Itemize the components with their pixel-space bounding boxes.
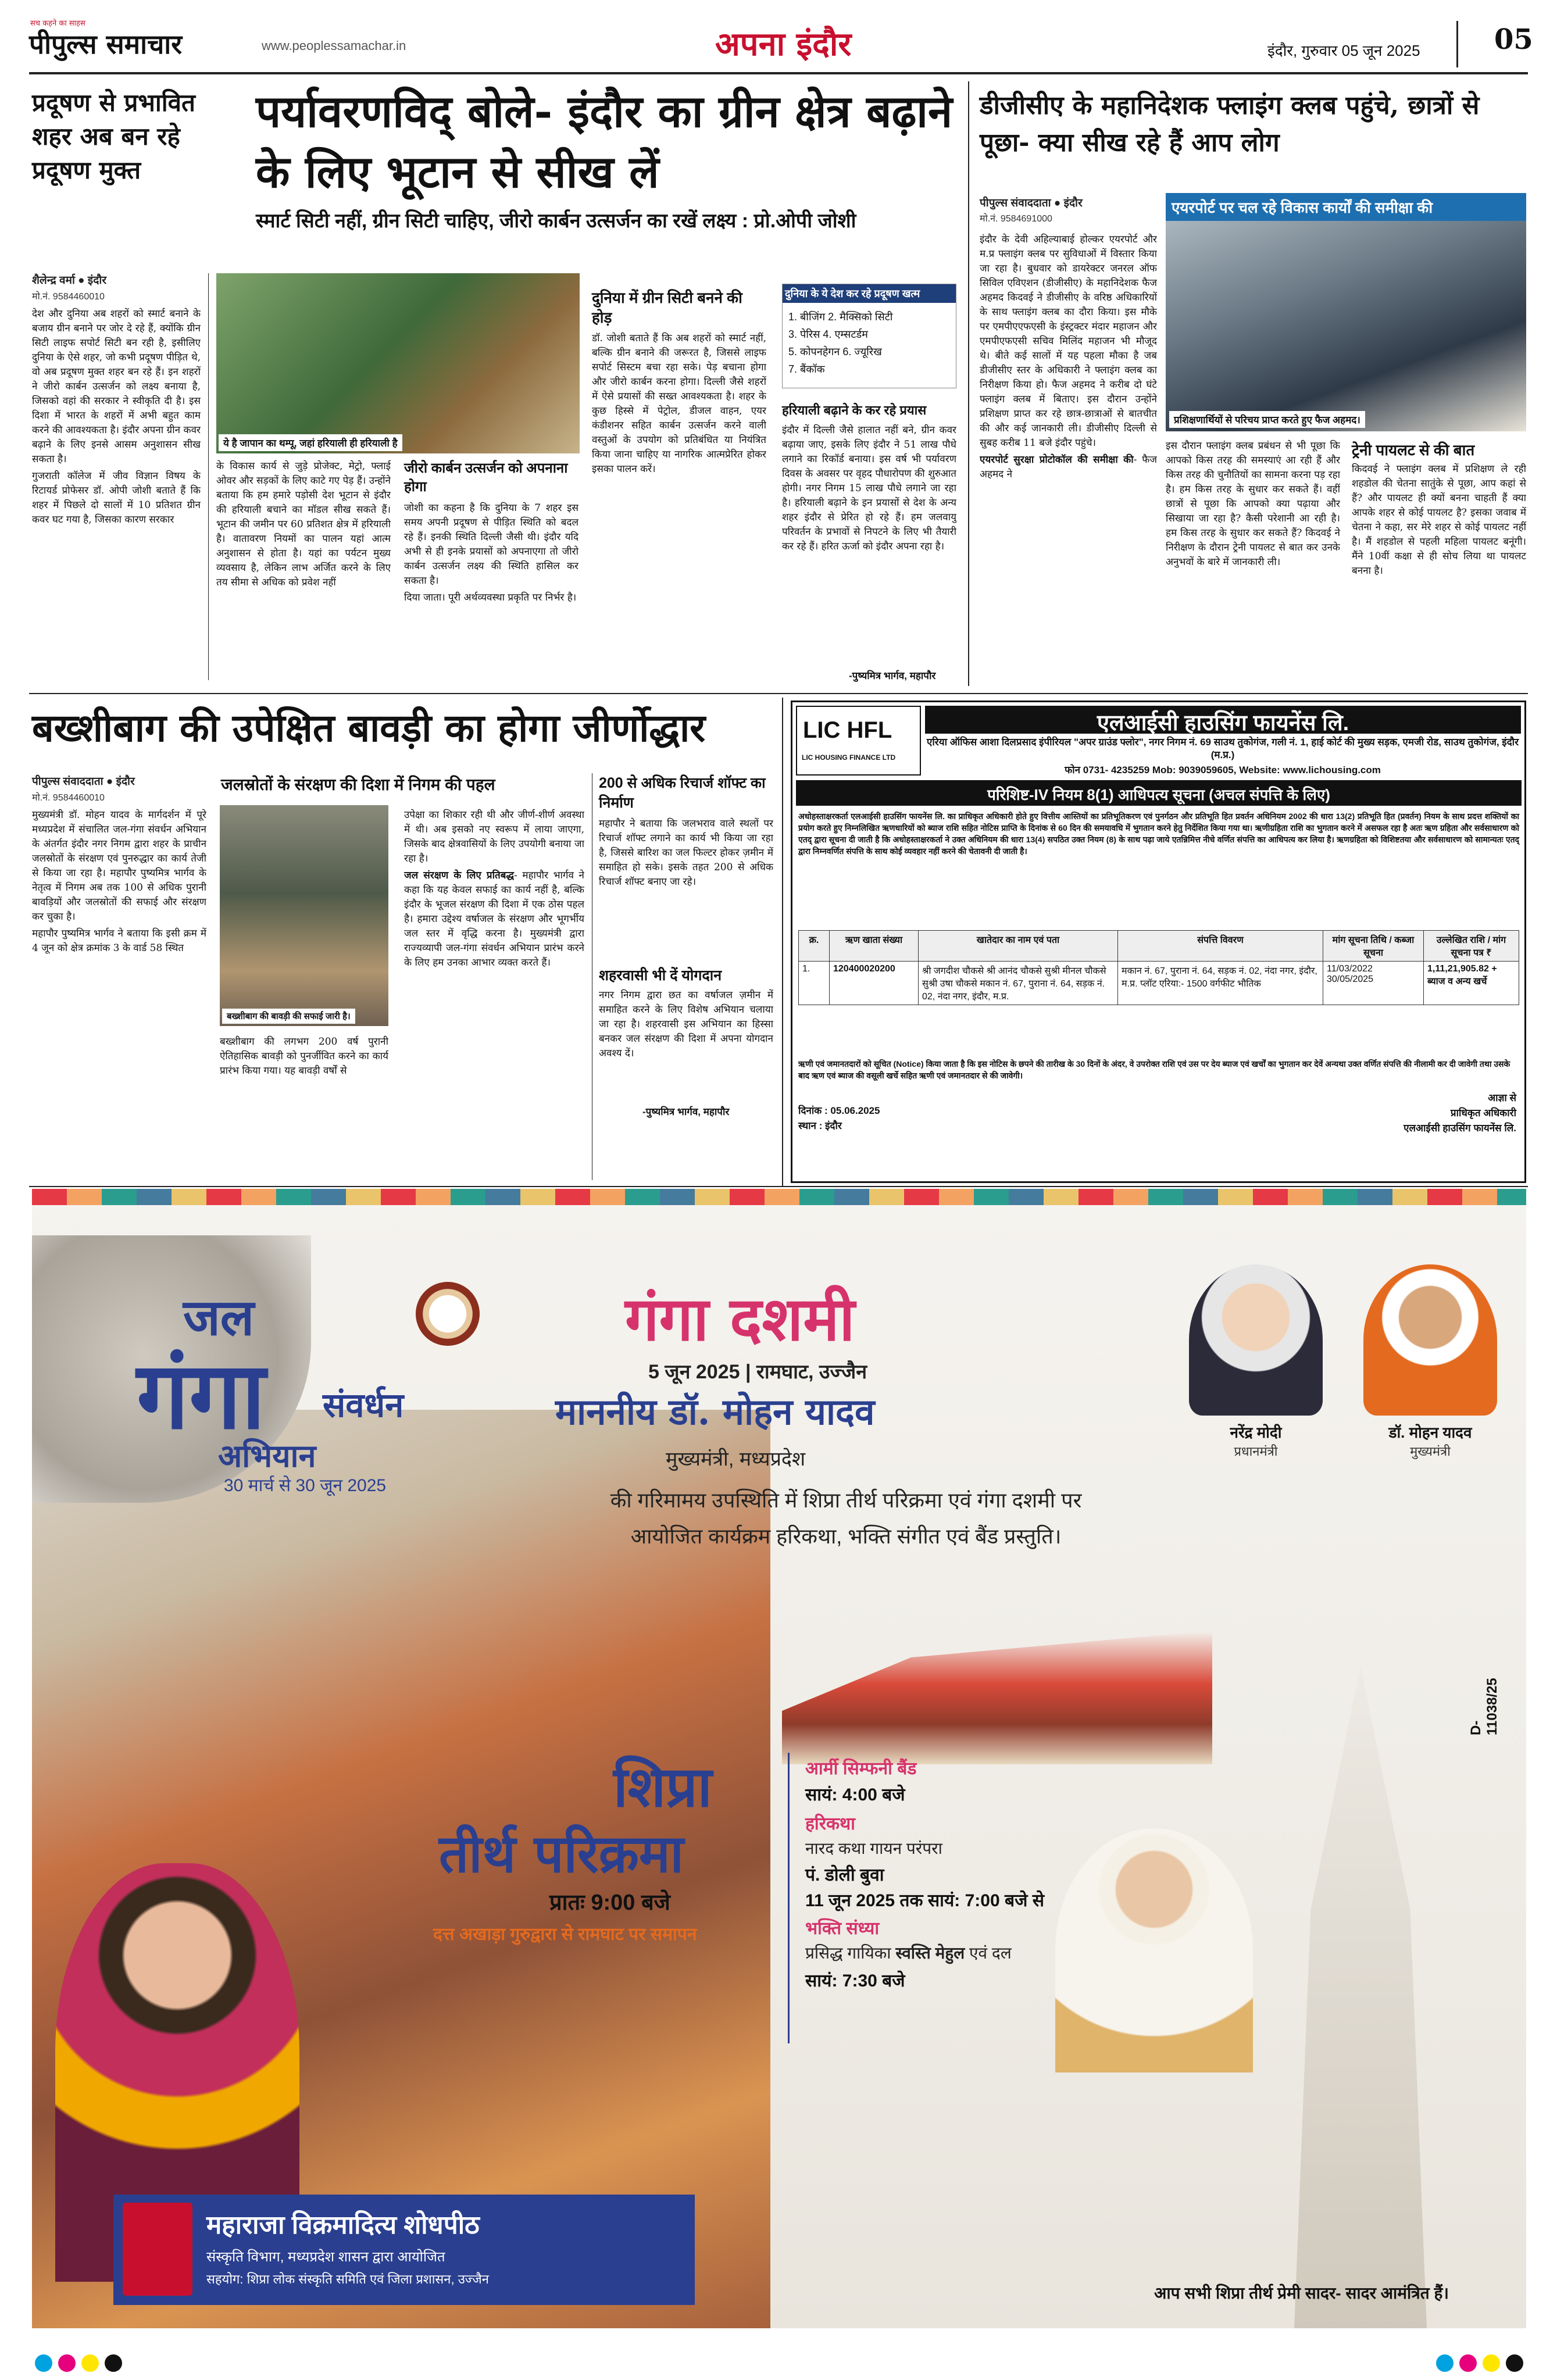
lic-sign-2: प्राधिकृत अधिकारी <box>1450 1107 1516 1118</box>
bawdi-col4-text: महापौर ने बताया कि जलभराव वाले स्थलों पर रिचार्ज शॉफ्ट लगाने का कार्य भी किया जा रहा है, जिससे बारिश का जल फिल्टर होकर ज़मीन में समाहित हो सके। इसके तहत 200 से अधिक रिचार्ज शॉफ्ट बनाए जा रहे। <box>599 818 773 888</box>
bawdi-col4b-text: नगर निगम द्वारा छत का वर्षाजल ज़मीन में समाहित करने के लिए विशेष अभियान चलाया जा रहा है। शहरवासी इस अभियान का हिस्सा बनकर जल संरक्षण की दिशा में अपना योगदान अवश्य दें। <box>599 989 773 1059</box>
dgca-col2 <box>1166 439 1340 683</box>
ad-code: D-11038/25 <box>1468 1678 1500 1735</box>
main-col2-text: के विकास कार्य से जुड़े प्रोजेक्ट, मेट्रो, फ्लाई ओवर और सड़कों के लिए काटे गए पेड़ हैं। उन्होंने बताया कि हम हमारे पड़ोसी देश भूटान से इंदौर की हरियाली बचाने का मॉडल सीख सकते हैं। भूटान की जमीन पर 60 प्रतिशत क्षेत्र में हरियाली है। वातावरण नियमों का पालन यहां आत्म अनुशासन से होता है। यहां का पर्यटन मुख्य व्यवसाय है, लेकिन लाभ अर्जित करने के लिए तय सीमा से अधिक को प्रवेश नहीं <box>216 460 391 588</box>
dgca-col1b-text: - फैज अहमद ने <box>980 454 1157 480</box>
paper-tagline: सच कहने का साहस <box>30 19 85 28</box>
registration-dot-1 <box>35 2354 52 2372</box>
main-kicker: प्रदूषण से प्रभावित शहर अब बन रहे प्रदूषण मुक्त <box>32 88 195 184</box>
page-number: 05 <box>1494 23 1533 56</box>
bawdi-col4 <box>599 817 773 956</box>
main-mobile: मो.नं. 9584460010 <box>32 292 105 302</box>
organiser-name: महाराजा विक्रमादित्य शोधपीठ <box>206 2211 480 2239</box>
dgca-sub-trainee: ट्रेनी पायलट से की बात <box>1352 441 1475 459</box>
lic-table-wrap <box>798 930 1519 1005</box>
lic-td-borrower: श्री जगदीश चौकसे श्री आनंद चौकसे सुश्री मीनल चौकसे सुश्री उषा चौकसे मकान नं. 67, पुराना नं. 64, सड़क नं. 02, नंदा नगर, इंदौर, म.प्र. <box>919 962 1118 1005</box>
harikatha-title: हरिकथा <box>805 1814 855 1834</box>
dateline: इंदौर, गुरुवार 05 जून 2025 <box>1267 42 1420 59</box>
lic-td-amount: 1,11,21,905.82 + ब्याज व अन्य खर्चे <box>1424 962 1519 1005</box>
bawdi-sub-recharge: 200 से अधिक रिचार्ज शॉफ्ट का निर्माण <box>599 775 766 811</box>
harikatha-time: 11 जून 2025 तक सायं: 7:00 बजे से <box>805 1891 1045 1910</box>
dgca-photo-caption: प्रशिक्षणार्थियों से परिचय प्राप्त करते हुए फैज अहमद। <box>1169 411 1365 428</box>
mp-emblem-icon <box>416 1282 480 1346</box>
dgca-col3 <box>1352 462 1526 683</box>
countries-item-2: 3. पेरिस 4. एम्सटर्डम <box>788 328 868 340</box>
page-number-divider <box>1456 21 1458 67</box>
registration-dot-3 <box>81 2354 99 2372</box>
lic-td-account: 120400020200 <box>830 962 919 1005</box>
band-time: सायं: 4:00 बजे <box>805 1785 905 1804</box>
website-link[interactable]: www.peoplessamachar.in <box>262 38 406 53</box>
masthead-divider <box>29 72 1528 74</box>
lic-th-dates: मांग सूचना तिथि / कब्जा सूचना <box>1323 931 1424 962</box>
lic-notice-body: अधोहस्ताक्षरकर्ता एलआईसी हाउसिंग फायनेंस लि. का प्राधिकृत अधिकारी होते हुए वित्तीय आस्तियों का प्रतिभूतिकरण एवं पुनर्गठन और प्रतिभूति हित प्रवर्तन अधिनियम 2002 की धारा 13(2) प्रतिभूति हित (प्रवर्तन) नियम के साथ प्रदत्त शक्तियों का प्रयोग करते हुए निम्नलिखित ऋणधारियों को ब्याज राशि सहित नोटिस प्राप्ति के दिनांक से 60 दिन की समयावधि में भुगतान करने हेतु निर्देशित किया गया था। ऋणीग्रहिता राशि का भुगतान करने में असफल रहा है अतः ऋण ग्रहिता और सर्वसाधारण को एतद् द्वारा सूचना दी जाती है कि अधोहस्ताक्षरकर्ता ने उक्त अधिनियम की धारा 13(4) सपठित उक्त नियम (8) के साथ पढ़ा जाये एतन्निमित्त नीचे वर्णित संपत्ति का आधिपत्य कर लिया है। ऋणग्रहिता को विशिष्टतया और सर्वसाधारण को सामान्यतः एतद् द्वारा निम्नवर्णित संपत्ति के साथ कोई व्यवहार नहीं करने की चेतावनी दी जाती है। <box>798 812 1519 856</box>
event-title: गंगा दशमी <box>625 1283 855 1355</box>
masthead <box>29 17 1533 71</box>
main-col2 <box>216 459 391 686</box>
leader1-name: नरेंद्र मोदी <box>1230 1424 1282 1441</box>
parikrama-title-2: तीर्थ परिक्रमा <box>439 1823 684 1885</box>
main-col1-text: देश और दुनिया अब शहरों को स्मार्ट बनाने के बजाय ग्रीन बनाने पर जोर दे रहे हैं, क्योंकि ग्रीन सिटी लाइफ सपोर्ट सिटी बन रही है, इसीलिए दुनिया के ऐसे शहर, जो कभी प्रदूषण पीड़ित थे, वो अब प्रदूषण मुक्त शहर बन रहे हैं। इन शहरों ने जीरो कार्बन उत्सर्जन को लक्ष्य बनाया है, जिसको वहां की सरकार ने स्वीकृति दी है। इस दिशा में भारत के शहरों में अभी बहुत काम करने की आवश्यकता है। इंदौर अपना ग्रीन कवर बढ़ाने के लिए इनसे आसम अनुशासन सीख सकता है। <box>32 308 201 465</box>
bawdi-col1-text: मुख्यमंत्री डॉ. मोहन यादव के मार्गदर्शन में पूरे मध्यप्रदेश में संचालित जल-गंगा संवर्धन अभियान के अंतर्गत इंदौर नगर निगम द्वारा शहर के प्राचीन जलस्रोतों के संरक्षण एवं पुनरुद्धार का कार्य तेजी से किया जा रहा है। महापौर पुष्यमित्र भार्गव के नेतृत्व में निगम अब तक 100 से अधिक पुरानी बावड़ियों और जलस्रोतों की सफाई और संरक्षण कर चुका है। <box>32 809 206 923</box>
organiser-logo-icon <box>123 2203 192 2296</box>
bhakti-artist: स्वस्ति मेहुल <box>895 1944 965 1962</box>
bawdi-col1 <box>32 808 206 1186</box>
schedule-divider <box>788 1753 790 2043</box>
sub-world-race: दुनिया में ग्रीन सिटी बनने की होड़ <box>592 289 742 326</box>
lic-address: एरिया ऑफिस आशा दिलप्रसाद इंपीरियल "अपर ग्राउंड फ्लोर", नगर निगम नं. 69 साउथ तुकोगंज, गली नं. 1, हाई कोर्ट की मुख्य सड़क, एमजी रोड, साउथ तुकोगंज, इंदौर (म.प्र.) <box>926 737 1519 760</box>
bhakti-title: भक्ति संध्या <box>805 1919 880 1938</box>
leader2-name: डॉ. मोहन यादव <box>1388 1424 1472 1441</box>
registration-dot-6 <box>1459 2354 1477 2372</box>
countries-box <box>782 284 956 388</box>
lic-th-account: ऋण खाता संख्या <box>830 931 919 962</box>
bawdi-col2 <box>220 1035 388 1186</box>
lic-td-dates: 11/03/2022 30/05/2025 <box>1323 962 1424 1005</box>
dgca-sub-security: एयरपोर्ट सुरक्षा प्रोटोकॉल की समीक्षा की <box>980 454 1134 466</box>
organiser-box <box>113 2195 695 2305</box>
main-col4 <box>592 331 766 686</box>
lic-place: स्थान : इंदौर <box>798 1120 842 1131</box>
lic-th-sr: क्र. <box>799 931 830 962</box>
kathavachak-photo <box>1055 1828 1253 2072</box>
chief-guest-role: मुख्यमंत्री, मध्यप्रदेश <box>666 1448 806 1470</box>
sub-green-efforts: हरियाली बढ़ाने के कर रहे प्रयास <box>782 403 927 417</box>
chief-guest: माननीय डॉ. मोहन यादव <box>555 1391 875 1433</box>
ad-description-1: की गरिमामय उपस्थिति में शिप्रा तीर्थ परिक्रमा एवं गंगा दशमी पर <box>610 1488 1082 1512</box>
main-col4-text: डॉ. जोशी बताते हैं कि अब शहरों को स्मार्ट नहीं, बल्कि ग्रीन बनाने की जरूरत है, जिससे लाइफ सपोर्ट सिस्टम बचा रहा सके। पेड़ बचाना होगा और जीरो कार्बन करना होगा। दिल्ली जैसे शहरों में ऐसे प्रयासों की सख्त आवश्यकता है। शहर के कुछ हिस्से में पेट्रोल, डीजल वाहन, एयर कंडीशनर सहित कार्बन उत्सर्जन करने वाली वस्तुओं के उपयोग को प्रतिबंधित या नियंत्रित किया जाना चाहिए या नागरिक आत्मप्रेरित होकर इसका पालन करें। <box>592 333 766 475</box>
registration-dot-2 <box>58 2354 76 2372</box>
harikatha-artist: पं. डोली बुवा <box>805 1866 884 1885</box>
bhakti-time: सायं: 7:30 बजे <box>805 1971 905 1991</box>
vertical-divider-middle <box>782 698 783 1186</box>
main-col5-text: इंदौर में दिल्ली जैसे हालात नहीं बने, ग्रीन कवर बढ़ाया जाए, इसके लिए इंदौर ने 51 लाख पौधे लगाने का रिकॉर्ड बनाया। इस वर्ष भी पर्यावरण दिवस के अवसर पर वृहद पौधारोपण की शुरुआत होगी। नगर निगम 15 लाख पौधे लगाने जा रहा है। हरियाली बढ़ाने के इन प्रयासों से देश के अन्य शहर इंदौर से प्रेरित हो रहे हैं। हम जलवायु परिवर्तन के प्रभावों से निपटने के लिए भी तैयारी कर रहे हैं। हरित ऊर्जा को इंदौर अपना रहा है। <box>782 424 956 552</box>
registration-dot-5 <box>1436 2354 1454 2372</box>
lic-logo-text: LIC HFL <box>803 717 892 743</box>
lic-logo <box>796 706 921 776</box>
bawdi-subhead: जलस्रोतों के संरक्षण की दिशा में निगम की पहल <box>221 776 495 794</box>
lic-contact: फोन 0731- 4235259 Mob: 9039059605, Website: www.lichousing.com <box>1065 764 1381 776</box>
campaign-title-ganga: गंगा <box>137 1341 266 1450</box>
lic-th-amount: उल्लेखित राशि / मांग सूचना पत्र ₹ <box>1424 931 1519 962</box>
lic-notice <box>791 701 1526 1183</box>
dgca-mobile: मो.नं. 9584691000 <box>980 214 1052 224</box>
main-col1 <box>32 307 201 685</box>
main-col5 <box>782 423 956 667</box>
organiser-line-2: सहयोग: शिप्रा लोक संस्कृति समिति एवं जिला प्रशासन, उज्जैन <box>206 2272 489 2286</box>
lic-td-sr: 1. <box>799 962 830 1005</box>
sub-zero-carbon: जीरो कार्बन उत्सर्जन को अपनाना होगा <box>404 460 568 495</box>
advertisement <box>32 1189 1526 2328</box>
main-headline: पर्यावरणविद् बोले- इंदौर का ग्रीन क्षेत्र बढ़ाने के लिए भूटान से सीख लें <box>256 85 953 198</box>
main-col3-text: जोशी का कहना है कि दुनिया के 7 शहर इस समय अपनी प्रदूषण से पीड़ित स्थिति को बदल रहे हैं। इनकी स्थिति दिल्ली जैसी थी। इंदौर यदि अभी से ही इनके प्रयासों को अपनाएगा तो जीरो कार्बन उत्सर्जन लक्ष्य की स्थिति हासिल कर सकता है। <box>404 502 578 587</box>
lic-table <box>798 930 1519 1005</box>
countries-item-1: 1. बीजिंग 2. मैक्सिको सिटी <box>788 311 893 323</box>
campaign-title-abhiyan: अभियान <box>218 1437 316 1474</box>
parikrama-time: प्रातः 9:00 बजे <box>549 1891 670 1915</box>
lic-header <box>925 706 1521 734</box>
lic-notice-title: परिशिष्ट-IV नियम 8(1) आधिपत्य सूचना (अचल संपत्ति के लिए) <box>987 786 1330 803</box>
bawdi-col3-bold: जल संरक्षण के लिए प्रतिबद्ध <box>404 870 514 881</box>
dgca-col3-text: किदवई ने फ्लाइंग क्लब में प्रशिक्षण ले रही शहडोल की चेतना सातुंके से पूछा, आप कहां से हैं? और पायलट ही क्यों बनना चाहती हैं क्या आपके शहर से कोई पायलट है? इसका जवाब में चेतना ने कहा, सर मेरे शहर से कोई पायलट नहीं है। मैं शहडोल से पहली महिला पायलट बनूंगी। मैंने 10वीं कक्षा से ही सोच लिया था पायलट बनना है। <box>1352 463 1526 577</box>
table-row <box>799 962 1519 1005</box>
main-subhead: स्मार्ट सिटी नहीं, ग्रीन सिटी चाहिए, जीरो कार्बन उत्सर्जन का रखें लक्ष्य : प्रो.ओपी जोशी <box>256 210 856 232</box>
registration-dot-7 <box>1483 2354 1500 2372</box>
main-col3 <box>404 501 578 687</box>
horizontal-divider-ad <box>29 1186 1528 1187</box>
leader2-role: मुख्यमंत्री <box>1410 1444 1451 1459</box>
dgca-col1 <box>980 233 1157 674</box>
main-col-divider <box>208 273 209 680</box>
lic-th-borrower: खातेदार का नाम एवं पता <box>919 931 1118 962</box>
bawdi-col3b-text: - महापौर भार्गव ने कहा कि यह केवल सफाई का कार्य नहीं है, बल्कि इंदौर के भूजल संरक्षण की दिशा में एक ठोस पहल है। हमारा उद्देश्य वर्षाजल के संरक्षण और भूगर्भीय जल स्तर में वृद्धि करना है। मुख्यमंत्री द्वारा राज्यव्यापी जल-गंगा संवर्धन अभियान प्रारंभ करने के लिए हम उनका आभार व्यक्त करते हैं। <box>404 870 584 969</box>
countries-item-4: 7. बैंकॉक <box>788 363 825 375</box>
lic-company-name: एलआईसी हाउसिंग फायनेंस लि. <box>1097 711 1349 735</box>
vertical-divider-top <box>968 81 969 686</box>
lic-sign-3: एलआईसी हाउसिंग फायनेंस लि. <box>1404 1123 1516 1134</box>
bawdi-photo-caption: बख्शीबाग की बावड़ी की सफाई जारी है। <box>222 1009 355 1024</box>
registration-dot-8 <box>1506 2354 1523 2372</box>
event-date: 5 जून 2025 | रामघाट, उज्जैन <box>648 1361 867 1383</box>
main-col3b-text: दिया जाता। पूरी अर्थव्यवस्था प्रकृति पर निर्भर है। <box>404 592 577 603</box>
bawdi-signature: -पुष्यमित्र भार्गव, महापौर <box>642 1106 730 1117</box>
harikatha-desc: नारद कथा गायन परंपरा <box>805 1839 942 1857</box>
bawdi-byline: पीपुल्स संवाददाता ● इंदौर <box>32 776 135 788</box>
dgca-col1-text: इंदौर के देवी अहिल्याबाई होल्कर एयरपोर्ट और म.प्र फ्लाइंग क्लब पर सुविधाओं में विस्तार किया जा रहा है। बुधवार को डायरेक्टर जनरल ऑफ सिविल एविएशन (डीजीसीए) के महानिदेशक फैज अहमद किदवई ने डीजीसीए के वरिष्ठ अधिकारियों के साथ फ्लाइंग क्लब का दौरा किया। इस मौके पर एमपीएएफएसी के इंस्ट्रक्टर मंदार महाजन और एमपीएफएसी सचिव मिलिंद महाजन भी मौजूद थे। बीते कई सालों में यह पहला मौका है जब डीजीसीए स्तर के अधिकारी ने फ्लाइंग क्लब का निरीक्षण किया हो। फैज अहमद ने करीब दो घंटे फ्लाइंग क्लब में बिताए। इस दौरान उन्होंने प्रशिक्षण प्राप्त कर रहे छात्र-छात्राओं से बातचीत की और कई जानकारी ली। डीजीसीए दिल्ली से सुबह करीब 11 बजे इंदौर पहुंचे। <box>980 234 1157 449</box>
main-byline: शैलेन्द्र वर्मा ● इंदौर <box>32 274 107 287</box>
bawdi-col3 <box>404 808 584 1186</box>
ad-invite: आप सभी शिप्रा तीर्थ प्रेमी सादर- सादर आमंत्रित हैं। <box>1154 2284 1449 2302</box>
bunting-strip <box>32 1189 1526 1230</box>
lic-sign-1: आज्ञा से <box>1488 1092 1516 1103</box>
bawdi-headline: बख्शीबाग की उपेक्षित बावड़ी का होगा जीर्णोद्धार <box>32 705 706 751</box>
bawdi-mobile: मो.नं. 9584460010 <box>32 793 105 803</box>
band-title: आर्मी सिम्फनी बैंड <box>805 1759 917 1778</box>
bhutan-photo-caption: ये है जापान का थम्पू, जहां हरियाली ही हरियाली है <box>219 434 402 451</box>
lic-table-header-row <box>799 931 1519 962</box>
lic-notice-title-bar <box>796 780 1522 806</box>
countries-box-title: दुनिया के ये देश कर रहे प्रदूषण खत्म <box>783 284 956 303</box>
countries-item-3: 5. कोपनहेगन 6. ज्यूरिख <box>788 346 882 358</box>
lic-logo-sub: LIC HOUSING FINANCE LTD <box>802 753 896 762</box>
dgca-photo-banner: एयरपोर्ट पर चल रहे विकास कार्यों की समीक्षा की <box>1166 193 1526 221</box>
dgca-col2-text: इस दौरान फ्लाइंग क्लब प्रबंधन से भी पूछा कि आपको किस तरह की समस्याएं आ रही हैं और किस तरह की चुनौतियों का सामना करना पड़ रहा है। हम किस तरह के सुधार कर सकते हैं। वहीं छात्रों से पूछा कि आपको क्या पढ़ाया और सिखाया जा रहा है? कैसी परेशानी आ रही है। हम किस तरह के सुधार कर सकते हैं? किदवई ने निरीक्षण के दौरान ट्रेनी पायलट से बात कर उनके अनुभवों के बारे में जानकारी ली। <box>1166 440 1340 568</box>
leader1-role: प्रधानमंत्री <box>1234 1444 1278 1459</box>
bawdi-col3-text: उपेक्षा का शिकार रही थी और जीर्ण-शीर्ण अवस्था में थी। अब इसको नए स्वरूप में लाया जाएगा, जिसके बाद क्षेत्रवासियों के लिए उपयोगी बनाया जा रहा है। <box>404 809 584 864</box>
main-col1b-text: गुजराती कॉलेज में जीव विज्ञान विषय के रिटायर्ड प्रोफेसर डॉ. ओपी जोशी बताते हैं कि शहर में पिछले दो सालों में 10 प्रतिशत ग्रीन कवर घट गया है, जिसका कारण सरकार <box>32 470 201 526</box>
organiser-line-1: संस्कृति विभाग, मध्यप्रदेश शासन द्वारा आयोजित <box>206 2249 445 2265</box>
paper-name: पीपुल्स समाचार <box>29 28 183 60</box>
bawdi-photo <box>220 805 388 1026</box>
leader1-portrait <box>1189 1264 1323 1416</box>
dgca-byline: पीपुल्स संवाददाता ● इंदौर <box>980 197 1083 209</box>
lic-date: दिनांक : 05.06.2025 <box>798 1105 880 1116</box>
lic-th-property: संपत्ति विवरण <box>1118 931 1323 962</box>
bhutan-photo <box>216 273 580 453</box>
bhakti-desc <box>805 1942 1012 1964</box>
bawdi-col2-text: बख्शीबाग की लगभग 200 वर्ष पुरानी ऐतिहासिक बावड़ी को पुनर्जीवित करने का कार्य प्रारंभ किया गया। यह बावड़ी वर्षों से <box>220 1036 388 1077</box>
horizontal-divider-middle <box>29 693 1528 694</box>
lic-footer: ऋणी एवं जमानतदारों को सूचित (Notice) किया जाता है कि इस नोटिस के छपने की तारीख के 30 दिनों के अंदर, वे उपरोक्त राशि एवं उस पर देय ब्याज एवं खर्चों का भुगतान कर देवें अन्यथा उक्त वर्णित संपत्ति की नीलामी कर दी जावेगी तथा उसके बाद ऋण एवं ब्याज की वसूली खर्चे सहित ऋणी एवं जमानतदार से की जावेगी। <box>798 1059 1510 1080</box>
registration-dot-4 <box>105 2354 122 2372</box>
ad-description-2: आयोजित कार्यक्रम हरिकथा, भक्ति संगीत एवं बैंड प्रस्तुति। <box>630 1524 1062 1548</box>
lic-td-property: मकान नं. 67, पुराना नं. 64, सड़क नं. 02, नंदा नगर, इंदौर, म.प्र. प्लॉट एरिया:- 1500 वर्गफीट भौतिक <box>1118 962 1323 1005</box>
campaign-title-samvardhan: संवर्धन <box>323 1385 404 1425</box>
parikrama-route: दत्त अखाड़ा गुरुद्वारा से रामघाट पर समापन <box>433 1925 697 1944</box>
dgca-photo <box>1166 193 1526 431</box>
campaign-title-jal: जल <box>183 1288 255 1347</box>
bawdi-col4b <box>599 988 773 1105</box>
bawdi-col1b-text: महापौर पुष्यमित्र भार्गव ने बताया कि इसी क्रम में 4 जून को क्षेत्र क्रमांक 3 के वार्ड 58 स्थित <box>32 928 206 954</box>
section-title: अपना इंदौर <box>715 25 852 63</box>
bhakti-desc-a: प्रसिद्ध गायिका <box>805 1944 891 1962</box>
ramghat-photo <box>782 1631 1212 1764</box>
main-col5-signature: -पुष्यमित्र भार्गव, महापौर <box>849 670 936 681</box>
bhakti-desc-b: एवं दल <box>969 1944 1012 1962</box>
leader2-portrait <box>1363 1264 1497 1416</box>
campaign-dates: 30 मार्च से 30 जून 2025 <box>224 1476 387 1495</box>
dgca-headline: डीजीसीए के महानिदेशक फ्लाइंग क्लब पहुंचे, छात्रों से पूछा- क्या सीख रहे हैं आप लोग <box>980 91 1480 158</box>
parikrama-title-1: शिप्रा <box>613 1754 712 1820</box>
bawdi-sub-citizens: शहरवासी भी दें योगदान <box>599 967 722 984</box>
